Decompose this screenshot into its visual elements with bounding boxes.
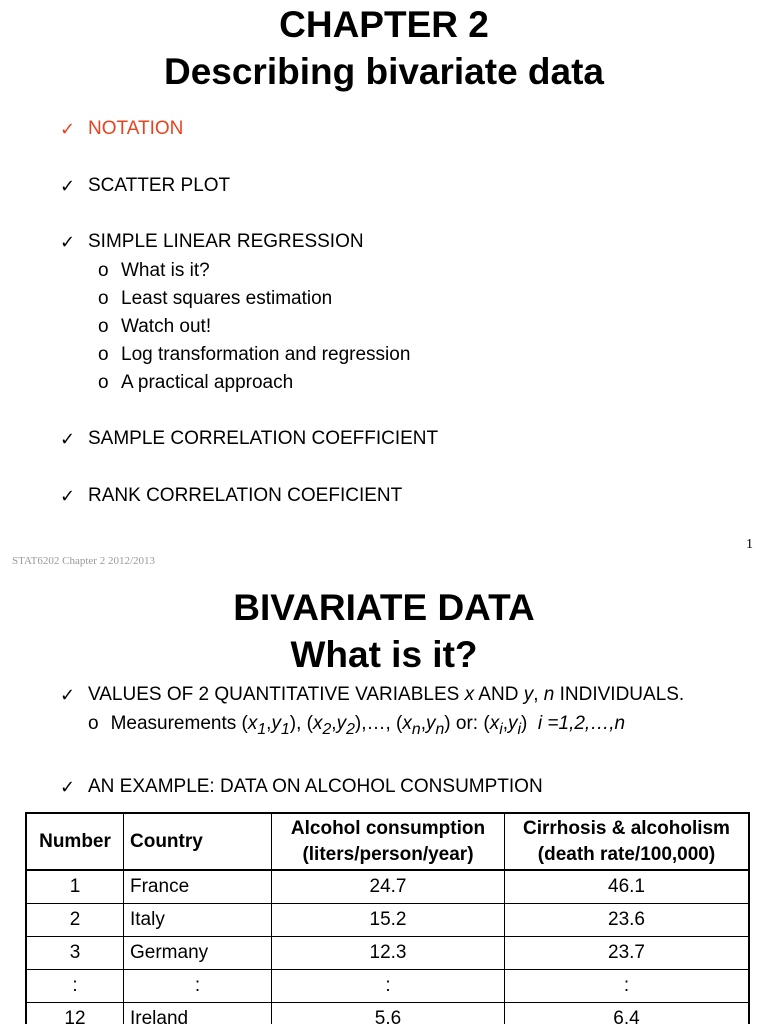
check-icon: ✓ (60, 429, 76, 449)
circle-bullet-icon: o (98, 344, 109, 365)
cell-number: 3 (26, 937, 124, 970)
cell-country: Italy (124, 904, 272, 937)
circle-bullet-icon: o (98, 288, 109, 309)
table-row (26, 1003, 749, 1024)
cell-cirrhosis: 23.7 (505, 937, 750, 970)
table-header-row (26, 813, 749, 870)
cell-cirrhosis: 46.1 (505, 870, 750, 904)
measurements-formula: $(x_1,y_1)$, $(x_2,y_2),\dots$, $(x_n,y_n)$ or: $(x_i,y_i)$ i =1,2,…,n (241, 713, 626, 738)
section-title: BIVARIATE DATA (233, 587, 535, 628)
circle-bullet-icon: o (88, 713, 99, 734)
measurements-line (88, 712, 625, 742)
cell-cirrhosis: 23.6 (505, 904, 750, 937)
check-icon: ✓ (60, 486, 76, 506)
cell-cirrhosis: : (505, 970, 750, 1003)
sub-item-text: A practical approach (121, 372, 294, 393)
cell-country: Ireland (124, 1003, 272, 1024)
bullet-text: SIMPLE LINEAR REGRESSION (88, 231, 364, 252)
bullet-text: RANK CORRELATION COEFICIENT (88, 485, 403, 506)
header-cirrhosis: Cirrhosis & alcoholism (death rate/100,000) (505, 813, 750, 870)
cell-number: 2 (26, 904, 124, 937)
section-subtitle: What is it? (290, 634, 478, 675)
cell-alcohol: 15.2 (272, 904, 505, 937)
check-icon: ✓ (60, 176, 76, 196)
bullet-text: VALUES OF 2 QUANTITATIVE VARIABLES x AND y, n INDIVIDUALS. (88, 684, 685, 705)
cell-number: 12 (26, 1003, 124, 1024)
chapter-subtitle: Describing bivariate data (163, 51, 605, 92)
cell-alcohol: 12.3 (272, 937, 505, 970)
chapter-title: CHAPTER 2 (279, 4, 489, 45)
bullet-text: NOTATION (88, 118, 184, 139)
cell-number: : (26, 970, 124, 1003)
bullet-text: SAMPLE CORRELATION COEFFICIENT (88, 428, 439, 449)
header-alcohol: Alcohol consumption (liters/person/year) (272, 813, 505, 870)
sub-item-text: Watch out! (121, 316, 212, 337)
slide-number: 1 (746, 537, 753, 552)
table-row (26, 937, 749, 970)
sub-item-text: Least squares estimation (121, 288, 333, 309)
cell-country: : (124, 970, 272, 1003)
circle-bullet-icon: o (98, 316, 109, 337)
check-icon: ✓ (60, 232, 76, 252)
check-icon: ✓ (60, 119, 76, 139)
cell-cirrhosis: 6.4 (505, 1003, 750, 1024)
bullet-text: SCATTER PLOT (88, 175, 231, 196)
header-country: Country (124, 813, 272, 870)
cell-country: Germany (124, 937, 272, 970)
bullet-text: AN EXAMPLE: DATA ON ALCOHOL CONSUMPTION (88, 776, 543, 797)
check-icon: ✓ (60, 777, 76, 797)
cell-alcohol: : (272, 970, 505, 1003)
sub-item-text: Log transformation and regression (121, 344, 411, 365)
table-row (26, 870, 749, 904)
check-icon: ✓ (60, 685, 76, 705)
header-number: Number (26, 813, 124, 870)
cell-alcohol: 24.7 (272, 870, 505, 904)
cell-alcohol: 5.6 (272, 1003, 505, 1024)
slide-footer: STAT6202 Chapter 2 2012/2013 (12, 555, 156, 567)
alcohol-data-table (25, 812, 750, 1024)
table-row (26, 904, 749, 937)
table-row (26, 970, 749, 1003)
circle-bullet-icon: o (98, 260, 109, 281)
measurements-label: Measurements (110, 713, 242, 734)
sub-item-text: What is it? (121, 260, 210, 281)
cell-country: France (124, 870, 272, 904)
cell-number: 1 (26, 870, 124, 904)
circle-bullet-icon: o (98, 372, 109, 393)
